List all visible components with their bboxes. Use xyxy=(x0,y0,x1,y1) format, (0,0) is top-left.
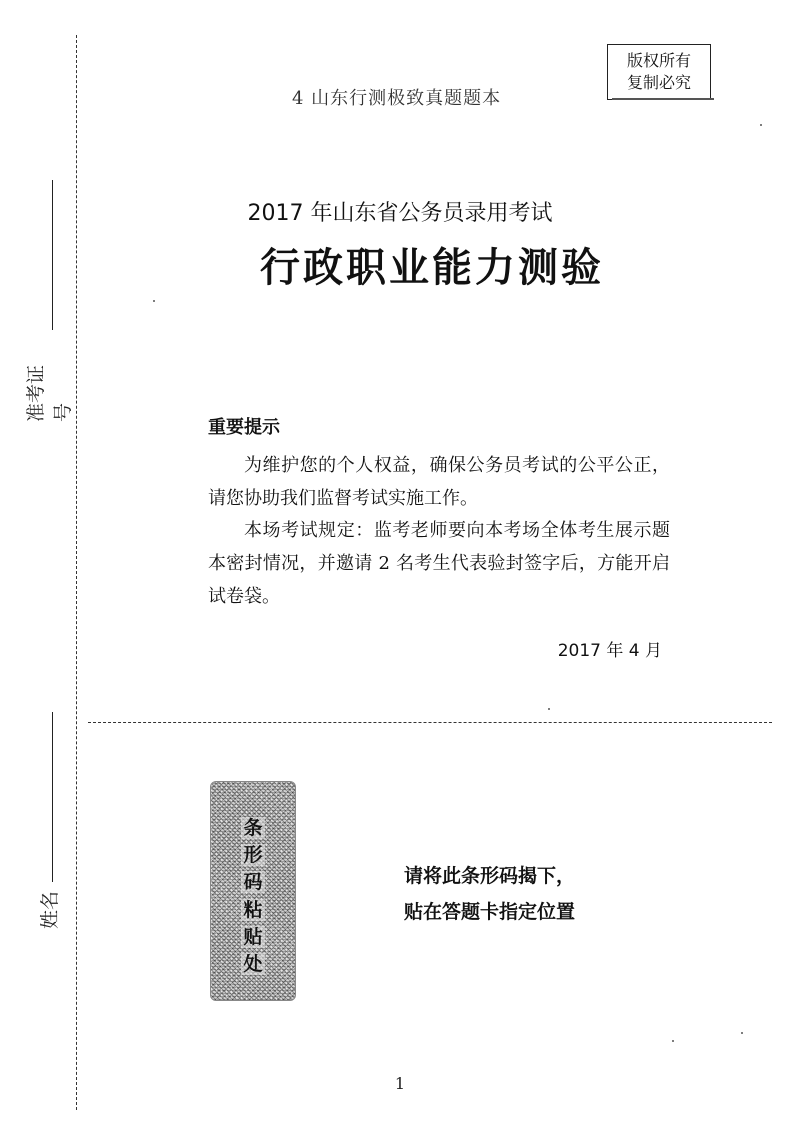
name-field-line xyxy=(52,712,53,882)
name-label: 姓名 xyxy=(38,891,61,930)
exam-id-label: 准考证号 xyxy=(25,364,74,422)
notice-paragraph: 本场考试规定：监考老师要向本考场全体考生展示题本密封情况，并邀请 2 名考生代表验封签字后，方能开启试卷袋。 xyxy=(208,520,670,607)
barcode-instruction-line: 贴在答题卡指定位置 xyxy=(404,901,576,923)
barcode-instructions xyxy=(404,858,575,930)
notice-heading: 重要提示 xyxy=(208,417,280,438)
notice-paragraph: 为维护您的个人权益，确保公务员考试的公平公正，请您协助我们监督考试实施工作。 xyxy=(208,455,670,509)
copyright-stamp-line2: 复制必究 xyxy=(626,73,691,92)
barcode-label-char: 条 xyxy=(243,817,263,840)
barcode-label-char: 形 xyxy=(243,844,263,867)
scan-speck xyxy=(741,1032,743,1034)
barcode-label-char: 码 xyxy=(243,871,263,894)
page-number: 1 xyxy=(394,1074,406,1093)
copyright-stamp xyxy=(607,44,711,100)
exam-year-title: 2017 年山东省公务员录用考试 xyxy=(247,201,553,226)
scan-speck xyxy=(760,124,762,126)
barcode-instruction-line: 请将此条形码揭下， xyxy=(404,865,576,887)
stamp-underline xyxy=(612,98,714,100)
scan-speck xyxy=(153,300,155,302)
exam-subject-title: 行政职业能力测验 xyxy=(260,245,604,291)
scan-speck xyxy=(548,708,550,710)
book-title: 4 山东行测极致真题题本 xyxy=(292,88,502,109)
barcode-label-char: 贴 xyxy=(243,925,263,948)
barcode-label-char: 处 xyxy=(243,952,263,975)
tear-off-dashed-line xyxy=(88,722,772,723)
barcode-label-char: 粘 xyxy=(243,898,263,921)
barcode-sticker[interactable] xyxy=(210,781,296,1001)
scan-speck xyxy=(672,1040,674,1042)
notice-date: 2017 年 4 月 xyxy=(557,641,662,661)
copyright-stamp-line1: 版权所有 xyxy=(626,51,691,70)
